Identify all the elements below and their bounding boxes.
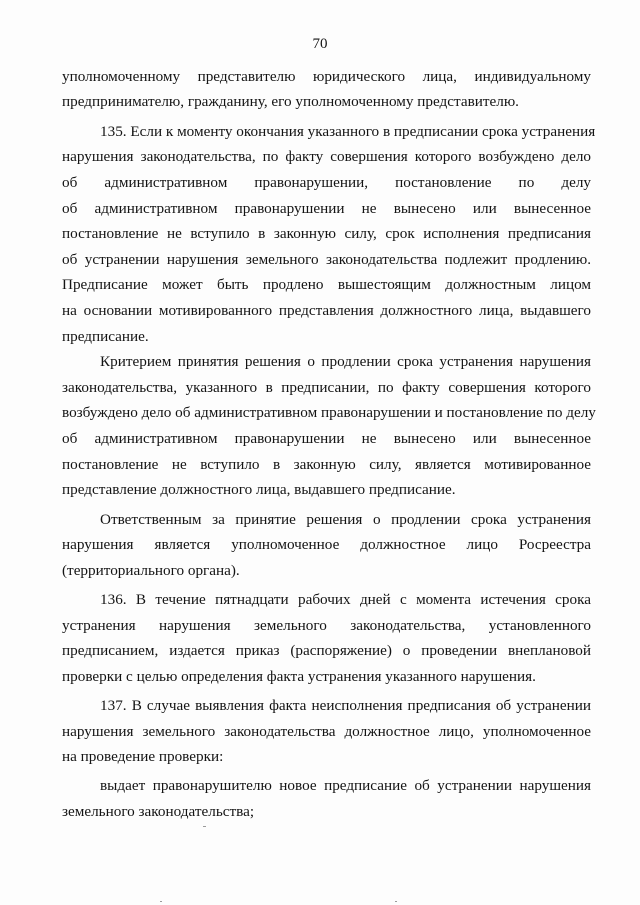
text-line: земельного законодательства; xyxy=(62,803,255,820)
scan-artifact xyxy=(160,901,162,902)
text-line: предписанием, издается приказ (распоряжение) о проведении внеплановой xyxy=(62,642,591,659)
text-line: на проведение проверки: xyxy=(62,748,224,765)
text-line: нарушения земельного законодательства должностное лицо, уполномоченное xyxy=(62,723,591,740)
text-line: постановление не вступило в законную силу, срок исполнения предписания xyxy=(62,225,591,242)
text-line: выдает правонарушителю новое предписание об устранении нарушения xyxy=(100,777,591,794)
text-line: устранения нарушения земельного законодательства, установленного xyxy=(62,617,591,634)
text-line: об административном правонарушении не вынесено или вынесенное xyxy=(62,200,591,217)
text-line: 135. Если к моменту окончания указанного в предписании срока устранения xyxy=(100,123,596,140)
text-line: Предписание может быть продлено вышестоящим должностным лицом xyxy=(62,276,591,293)
text-line: возбуждено дело об административном правонарушении и постановление по делу xyxy=(62,404,596,421)
text-line: предпринимателю, гражданину, его уполномоченному представителю. xyxy=(62,93,519,110)
text-line: нарушения законодательства, по факту совершения которого возбуждено дело xyxy=(62,148,591,165)
text-line: Ответственным за принятие решения о продлении срока устранения xyxy=(100,511,591,528)
text-line: 137. В случае выявления факта неисполнения предписания об устранении xyxy=(100,697,591,714)
text-line: об административном правонарушении, постановление по делу xyxy=(62,174,591,191)
text-line: на основании мотивированного представления должностного лица, выдавшего xyxy=(62,302,591,319)
text-line: об устранении нарушения земельного законодательства подлежит продлению. xyxy=(62,251,591,268)
text-line: (территориального органа). xyxy=(62,562,240,579)
text-line: нарушения является уполномоченное должностное лицо Росреестра xyxy=(62,536,591,553)
text-line: предписание. xyxy=(62,328,149,345)
text-line: об административном правонарушении не вынесено или вынесенное xyxy=(62,430,591,447)
text-line: представление должностного лица, выдавшего предписание. xyxy=(62,481,456,498)
text-line: Критерием принятия решения о продлении срока устранения нарушения xyxy=(100,353,591,370)
scan-artifact xyxy=(395,901,397,902)
page-number: 70 xyxy=(312,36,328,52)
text-line: 136. В течение пятнадцати рабочих дней с момента истечения срока xyxy=(100,591,591,608)
text-line: законодательства, указанного в предписании, по факту совершения которого xyxy=(62,379,591,396)
scan-artifact xyxy=(203,826,206,827)
text-line: проверки с целью определения факта устранения указанного нарушения. xyxy=(62,668,536,685)
text-line: постановление не вступило в законную силу, является мотивированное xyxy=(62,456,591,473)
text-line: уполномоченному представителю юридического лица, индивидуальному xyxy=(62,68,591,85)
